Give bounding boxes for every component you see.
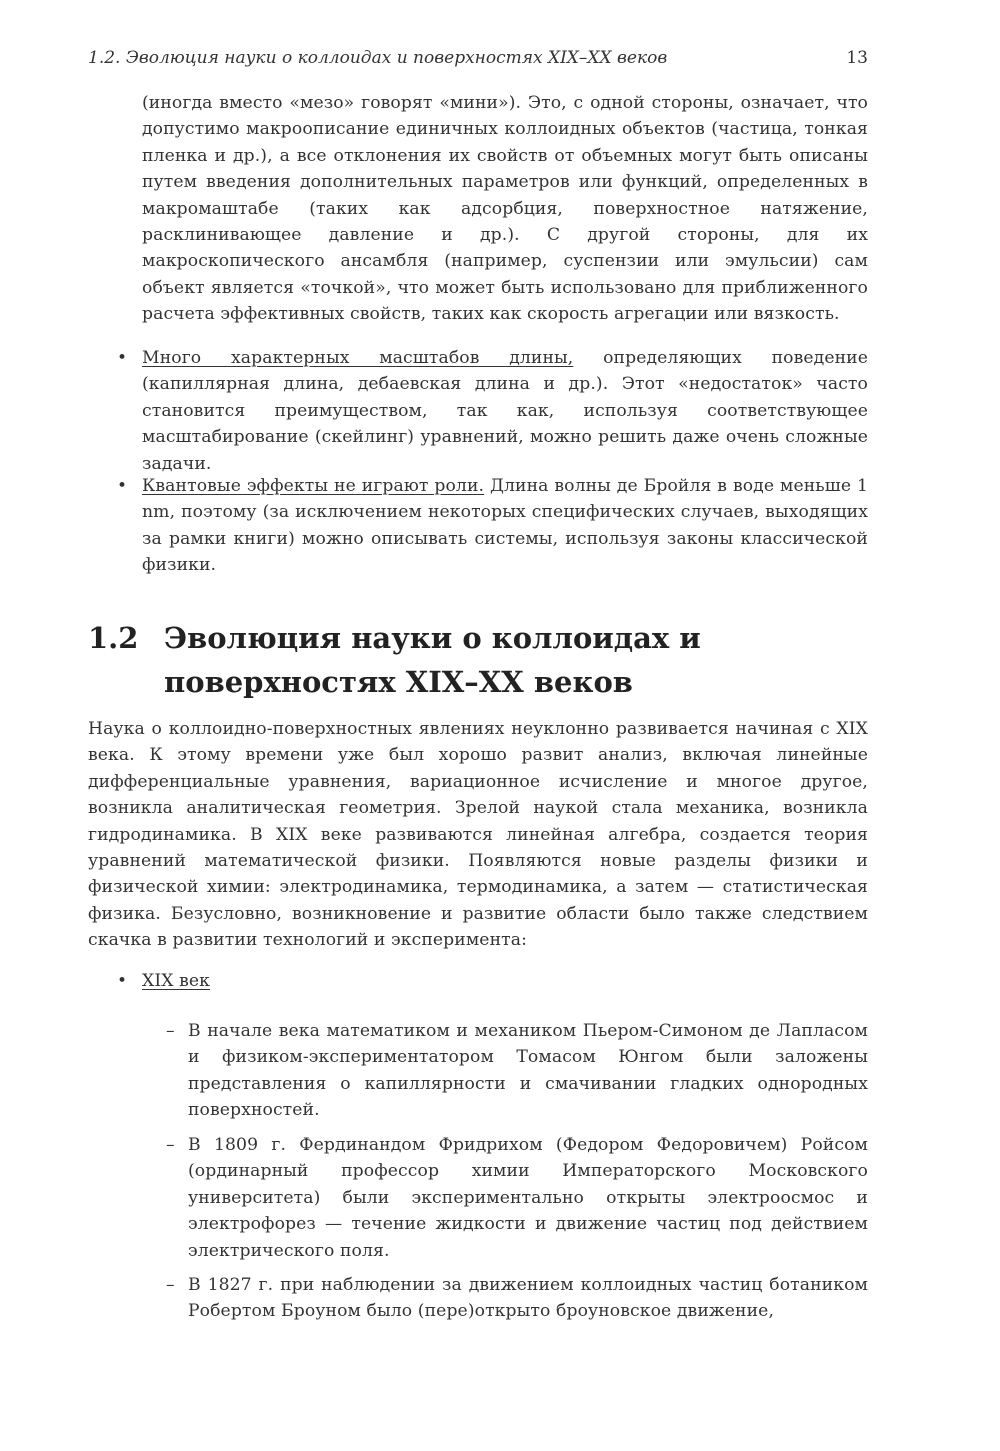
century-label: XIX век bbox=[142, 971, 211, 991]
bullet-item-quantum-effects bbox=[142, 473, 868, 579]
bullet-dot: • bbox=[117, 971, 128, 991]
bullet-item-length-scales bbox=[142, 345, 868, 477]
running-head bbox=[88, 48, 868, 68]
running-head-title: 1.2. Эволюция науки о коллоидах и поверхностях XIX–XX веков bbox=[88, 48, 668, 68]
section-intro-paragraph: Наука о коллоидно-поверхностных явлениях неуклонно развивается начиная с XIX века. К этому времени уже был хорошо развит анализ, включая линейные дифференциальные уравнения, вариационное исчисление и многое другое, возникла аналитическая геометрия. Зрелой наукой стала механика, возникла гидродинамика. В XIX веке развиваются линейная алгебра, создается теория уравнений математической физики. Появляются новые разделы физики и физической химии: электродинамика, термодинамика, а затем — статистическая физика. Безусловно, возникновение и развитие области было также следствием скачка в развитии технологий и эксперимента: bbox=[88, 719, 868, 951]
century-bullet bbox=[142, 968, 442, 994]
intro-continuation-paragraph: (иногда вместо «мезо» говорят «мини»). Это, с одной стороны, означает, что допустимо макроописание единичных коллоидных объектов (частица, тонкая пленка и др.), а все отклонения их свойств от объемных могут быть описаны путем введения дополнительных параметров или функций, определенных в макромаштабе (таких как адсорбция, поверхностное натяжение, расклинивающее давление и др.). С другой стороны, для их макроскопического ансамбля (например, суспензии или эмульсии) сам объект является «точкой», что может быть использовано для приближенного расчета эффективных свойств, таких как скорость агрегации или вязкость. bbox=[142, 93, 868, 325]
dash-item-brown: В 1827 г. при наблюдении за движением коллоидных частиц ботаником Робертом Броуном было (пере)открыто броуновское движение, bbox=[188, 1275, 868, 1322]
bullet-text: определяющих поведение (капиллярная длина, дебаевская длина и др.). Этот «недостаток» часто становится преимуществом, так как, используя соответствующее масштабирование (скейлинг) уравнений, можно решить даже очень сложные задачи. bbox=[142, 348, 868, 474]
bullet-dot: • bbox=[117, 348, 128, 368]
section-heading bbox=[88, 616, 878, 704]
bullet-term: Много характерных масштабов длины, bbox=[142, 348, 574, 368]
dash-marker: – bbox=[166, 1021, 175, 1041]
dash-marker: – bbox=[166, 1275, 175, 1295]
page-number: 13 bbox=[846, 48, 868, 68]
section-title: Эволюция науки о коллоидах и поверхностях XIX–XX веков bbox=[164, 621, 701, 699]
dash-marker: – bbox=[166, 1135, 175, 1155]
dash-item-reuss: В 1809 г. Фердинандом Фридрихом (Федором Федоровичем) Ройсом (ординарный профессор химии Императорского Московского университета) были экспериментально открыты электроосмос и электрофорез — течение жидкости и движение частиц под действием электрического поля. bbox=[188, 1135, 868, 1261]
bullet-dot: • bbox=[117, 476, 128, 496]
dash-item-laplace-young: В начале века математиком и механиком Пьером-Симоном де Лапласом и физиком-экспериментатором Томасом Юнгом были заложены представления о капиллярности и смачивании гладких однородных поверхностей. bbox=[188, 1021, 868, 1121]
bullet-text: Длина волны де Бройля в воде меньше 1 nm, поэтому (за исключением некоторых специфических случаев, выходящих за рамки книги) можно описывать системы, используя законы классической физики. bbox=[142, 476, 868, 576]
bullet-term: Квантовые эффекты не играют роли. bbox=[142, 476, 485, 496]
section-number: 1.2 bbox=[88, 621, 139, 655]
